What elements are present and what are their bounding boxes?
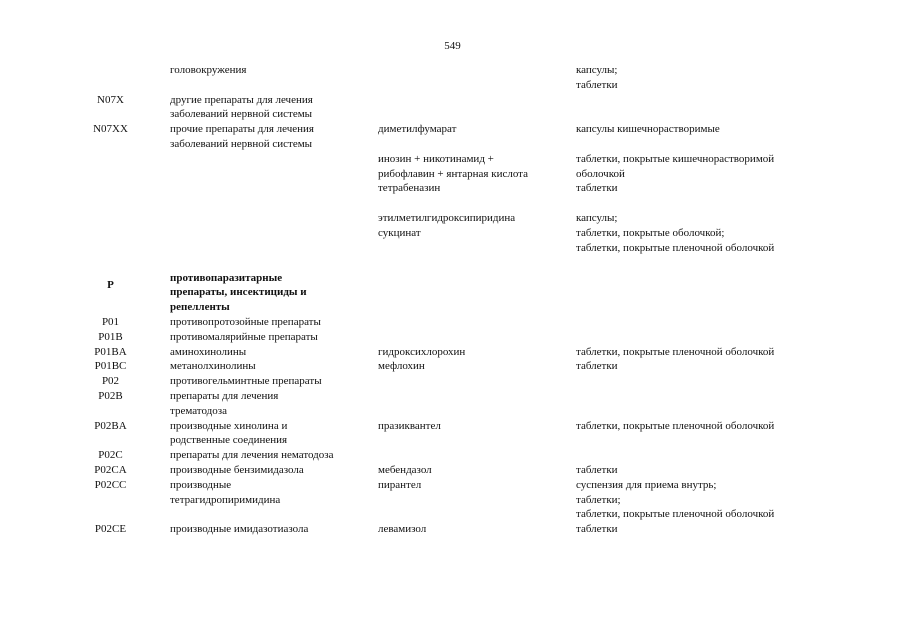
atc-code: P02CC [94,478,127,491]
atc-code: P01BC [94,360,127,373]
group-name: аминохинолины [170,345,247,358]
dosage-form: таблетки, покрытые пленочной оболочкой [576,345,775,358]
table-row [0,478,905,522]
table-row [0,330,905,345]
table-row [0,63,905,93]
group-name: препараты для лечения трематодоза [170,389,279,417]
table-row [0,463,905,478]
group-name: производные имидазотиазола [170,523,309,536]
substance-name: гидроксихлорохин [378,345,466,358]
atc-code: P02B [98,389,123,402]
atc-code: N07XX [93,123,128,136]
table-row [0,271,905,315]
substance-name: пирантел [378,478,422,491]
substance-name: мефлохин [378,360,425,373]
table-row [0,93,905,123]
table-row [0,374,905,389]
dosage-form: таблетки [576,182,618,195]
dosage-form: капсулы; таблетки, покрытые оболочкой; таблетки, покрытые пленочной оболочкой [576,212,775,254]
substance-name: празиквантел [378,419,441,432]
substance-name: мебендазол [378,463,432,476]
substance-name: инозин + никотинамид + рибофлавин + янтарная кислота [378,152,529,180]
page-number: 549 [444,40,461,52]
substance-name: левамизол [378,523,427,536]
table-row [0,315,905,330]
table-row [0,122,905,152]
table-row [0,211,905,270]
group-name: противопаразитарные препараты, инсектициды и репелленты [170,271,307,314]
group-name: производные тетрагидропиримидина [170,478,281,506]
medication-table [0,63,905,537]
group-name: головокружения [170,64,247,76]
group-name: противопротозойные препараты [170,315,321,328]
dosage-form: суспензия для приема внутрь; таблетки; таблетки, покрытые пленочной оболочкой [576,478,775,521]
atc-code: P [107,278,114,291]
group-name: другие препараты для лечения заболеваний нервной системы [170,93,313,121]
atc-code: N07X [97,93,124,106]
dosage-form: капсулы; таблетки [576,64,618,91]
group-name: производные бензимидазола [170,463,304,476]
atc-code: P01BA [94,345,127,358]
table-row [0,359,905,374]
substance-name: этилметилгидроксипиридина сукцинат [378,212,516,239]
dosage-form: таблетки, покрытые пленочной оболочкой [576,419,775,432]
atc-code: P02BA [94,419,127,432]
table-row [0,448,905,463]
table-row [0,389,905,419]
table-row [0,419,905,449]
dosage-form: таблетки [576,360,618,373]
dosage-form: таблетки [576,523,618,536]
dosage-form: капсулы кишечнорастворимые [576,123,720,136]
group-name: противомалярийные препараты [170,330,318,343]
group-name: противогельминтные препараты [170,375,322,388]
atc-code: P02C [98,449,123,462]
substance-name: диметилфумарат [378,123,457,136]
group-name: прочие препараты для лечения заболеваний нервной системы [170,123,314,150]
atc-code: P02CE [94,523,127,536]
atc-code: P02 [101,375,120,388]
dosage-form: таблетки, покрытые кишечнорастворимой оболочкой [576,152,775,180]
table-row [0,152,905,182]
table-row [0,345,905,360]
atc-code: P02CA [94,463,127,476]
group-name: производные хинолина и родственные соединения [170,419,288,447]
dosage-form: таблетки [576,463,618,476]
table-row [0,522,905,537]
atc-code: P01B [98,330,123,343]
group-name: препараты для лечения нематодоза [170,449,334,462]
atc-code: P01 [101,315,120,328]
table-row [0,181,905,211]
substance-name: тетрабеназин [378,182,441,195]
group-name: метанолхинолины [170,360,256,373]
